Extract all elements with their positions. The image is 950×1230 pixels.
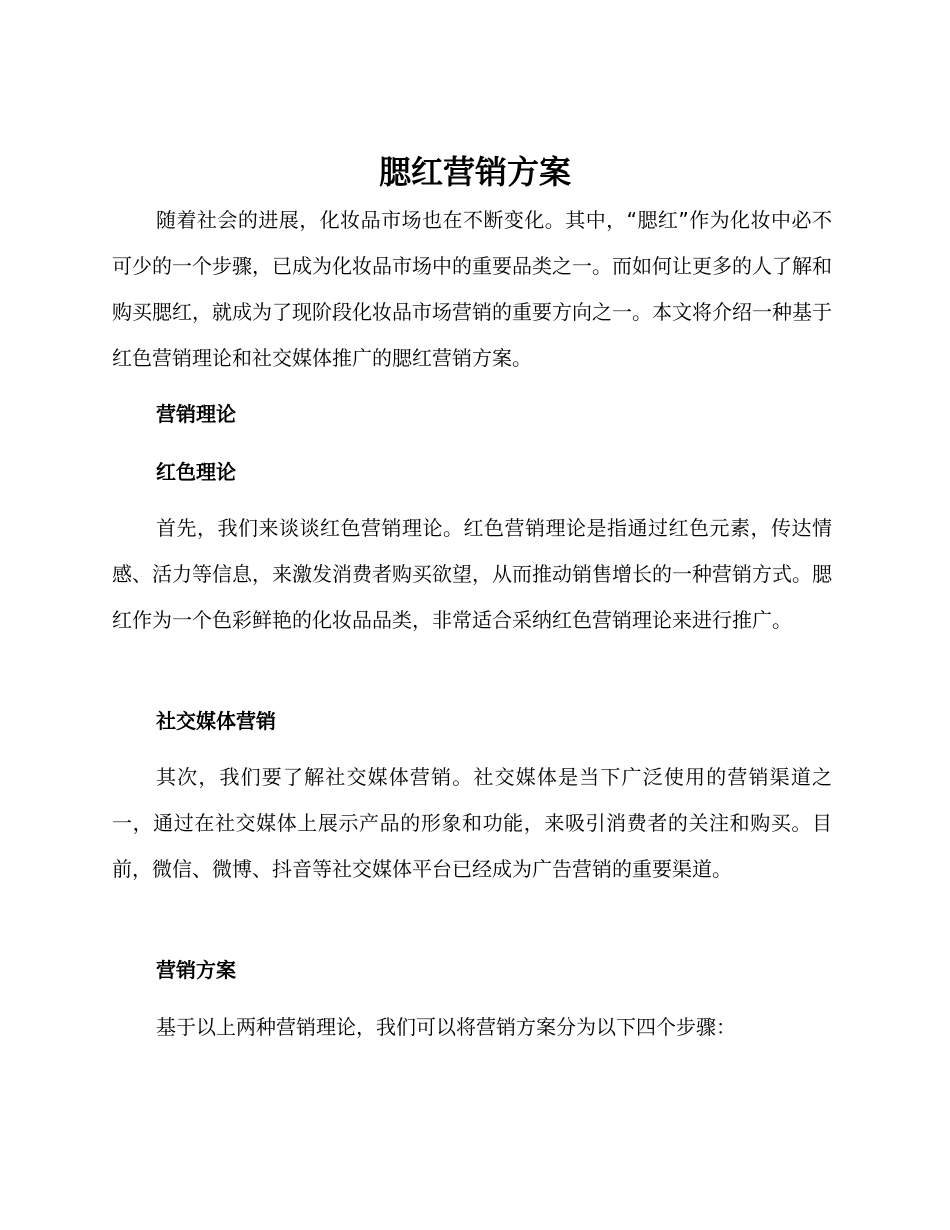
social-media-paragraph: 其次，我们要了解社交媒体营销。社交媒体是当下广泛使用的营销渠道之一，通过在社交媒体上展示产品的形象和功能，来吸引消费者的关注和购买。目前，微信、微博、抖音等社交媒体平台已经成为广告营销的重要渠道。 [112, 765, 832, 881]
heading-social-media-marketing: 社交媒体营销 [156, 709, 276, 733]
heading-marketing-theory: 营销理论 [156, 402, 236, 426]
document-title: 腮红营销方案 [378, 153, 571, 191]
heading-red-theory: 红色理论 [156, 460, 236, 484]
intro-paragraph: 随着社会的进展，化妆品市场也在不断变化。其中，“腮红”作为化妆中必不可少的一个步骤，已成为化妆品市场中的重要品类之一。而如何让更多的人了解和购买腮红，就成为了现阶段化妆品市场营销的重要方向之一。本文将介绍一种基于红色营销理论和社交媒体推广的腮红营销方案。 [112, 208, 832, 370]
red-theory-paragraph: 首先，我们来谈谈红色营销理论。红色营销理论是指通过红色元素，传达情感、活力等信息，来激发消费者购买欲望，从而推动销售增长的一种营销方式。腮红作为一个色彩鲜艳的化妆品品类，非常适合采纳红色营销理论来进行推广。 [112, 516, 832, 632]
marketing-plan-paragraph: 基于以上两种营销理论，我们可以将营销方案分为以下四个步骤： [156, 1015, 736, 1039]
heading-marketing-plan: 营销方案 [156, 958, 236, 982]
